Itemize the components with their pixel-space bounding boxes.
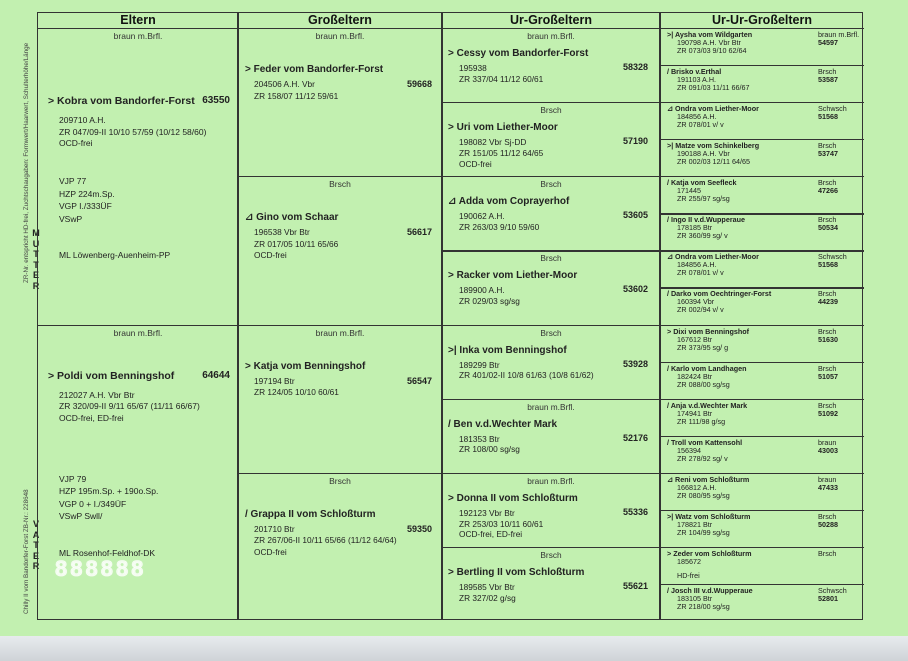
ancestor-entry xyxy=(660,586,864,621)
coat-color: Schwsch xyxy=(818,252,847,262)
column-header: Ur-Ur-Großeltern xyxy=(711,13,812,27)
entry-detail: ZR 078/01 v/ v xyxy=(677,268,724,278)
pedigree-table xyxy=(37,12,863,620)
dog-entry xyxy=(442,473,660,547)
row-divider xyxy=(660,436,864,437)
row-divider xyxy=(660,325,864,326)
performance-result: HZP 224m.Sp. xyxy=(59,188,115,199)
dog-name: >| Inka vom Benningshof xyxy=(448,344,567,356)
registration-number: 59350 xyxy=(406,523,432,534)
coat-color: braun m.Brfl. xyxy=(527,475,575,486)
ancestor-entry xyxy=(660,30,864,65)
coat-color: Brsch xyxy=(818,178,837,188)
coat-color: Brsch xyxy=(540,179,562,190)
ancestor-entry xyxy=(660,327,864,362)
entry-detail: 166812 A.H. xyxy=(677,482,717,492)
column-header: Großeltern xyxy=(308,13,372,27)
coat-color: braun m.Brfl. xyxy=(527,401,575,412)
coat-color: Brsch xyxy=(329,179,351,190)
row-divider xyxy=(660,399,864,400)
registration-number: 55621 xyxy=(622,580,648,591)
ancestor-entry xyxy=(660,252,864,287)
ancestor-entry xyxy=(660,178,864,213)
dog-entry xyxy=(238,325,442,473)
dog-name: > Poldi vom Benningshof xyxy=(48,369,175,382)
registration-number: 50534 xyxy=(818,223,838,233)
row-divider xyxy=(660,584,864,585)
ancestor-entry xyxy=(660,104,864,139)
coat-color: braun m.Brfl. xyxy=(315,31,365,41)
breeder: ML Löwenberg-Auenheim-PP xyxy=(59,250,171,260)
vertical-letter: E xyxy=(32,550,39,561)
entry-detail: 191103 A.H. xyxy=(677,75,717,85)
entry-detail: ZR 080/95 sg/sg xyxy=(677,490,730,500)
breeder: ML Rosenhof-Feldhof-DK xyxy=(59,547,156,558)
performance-result: VJP 79 xyxy=(59,473,87,484)
entry-detail: OCD-frei, ED-frei xyxy=(459,529,523,540)
dog-name: > Bertling II vom Schloßturm xyxy=(448,566,585,578)
dog-entry xyxy=(238,473,442,621)
entry-detail: 189299 Btr xyxy=(459,359,500,370)
ancestor-entry xyxy=(660,475,864,510)
ancestor-entry xyxy=(660,438,864,473)
entry-detail: ZR 029/03 sg/sg xyxy=(459,296,520,307)
coat-color: Brsch xyxy=(540,105,562,116)
dog-name: >| Aysha vom Wildgarten xyxy=(667,30,753,39)
entry-detail: ZR 337/04 11/12 60/61 xyxy=(459,73,544,84)
performance-result: VJP 77 xyxy=(59,176,87,186)
entry-detail: ZR 360/99 sg/ v xyxy=(677,231,728,241)
entry-detail: OCD-frei xyxy=(254,250,287,261)
dog-name: ⊿ Ondra vom Liether-Moor xyxy=(667,252,759,262)
entry-detail: 201710 Btr xyxy=(254,523,295,534)
entry-detail: 212027 A.H. Vbr Btr xyxy=(59,389,135,400)
dog-entry xyxy=(238,28,442,176)
registration-number: 51630 xyxy=(818,334,838,344)
entry-detail: ZR 104/99 sg/sg xyxy=(677,527,730,537)
registration-number: 50288 xyxy=(818,519,838,529)
ancestor-entry xyxy=(660,549,864,584)
entry-detail: 197194 Btr xyxy=(254,375,295,386)
entry-detail: 204506 A.H. Vbr xyxy=(254,79,315,89)
registration-number: 52801 xyxy=(818,593,838,603)
registration-number: 53602 xyxy=(622,284,648,295)
entry-detail: 171445 xyxy=(677,186,701,196)
column-header: Eltern xyxy=(120,13,156,27)
side-note-top: ZR-Nr. entspricht HD-frei, Zuchtschaugaben: Formwert/Haarwert, Schulterhöhe/Länge xyxy=(23,42,30,283)
registration-number: 59668 xyxy=(406,79,432,89)
entry-detail: ZR 320/09-II 9/11 65/67 (11/11 66/67) xyxy=(59,401,200,411)
entry-detail: ZR 267/06-II 10/11 65/66 (11/12 64/64) xyxy=(254,535,397,546)
entry-detail: ZR 253/03 10/11 60/61 xyxy=(459,518,544,529)
dog-name: / Karlo vom Landhagen xyxy=(667,363,747,373)
entry-detail: ZR 002/03 12/11 64/65 xyxy=(677,157,750,167)
entry-detail: ZR 158/07 11/12 59/61 xyxy=(254,90,339,101)
entry-detail: 184856 A.H. xyxy=(677,112,717,122)
dog-name: > Racker vom Liether-Moor xyxy=(448,270,578,282)
row-divider xyxy=(660,250,864,251)
entry-detail: ZR 017/05 10/11 65/66 xyxy=(254,238,339,249)
performance-result: VGP I./333ÜF xyxy=(59,201,112,211)
registration-number: 54597 xyxy=(818,38,838,47)
entry-detail: ZR 255/97 sg/sg xyxy=(677,194,730,204)
dog-name: > Katja vom Benningshof xyxy=(245,360,366,372)
entry-detail: ZR 373/95 sg/ g xyxy=(677,342,729,352)
performance-result: VSwP xyxy=(59,213,83,224)
dog-entry xyxy=(442,102,660,176)
dog-name: / Grappa II vom Schloßturm xyxy=(245,508,376,520)
row-divider xyxy=(660,139,864,140)
registration-number: 52176 xyxy=(622,432,648,443)
registration-number: 56547 xyxy=(406,375,432,386)
coat-color: Brsch xyxy=(540,327,562,338)
coat-color: Brsch xyxy=(540,549,562,560)
row-divider xyxy=(660,473,864,474)
coat-color: Brsch xyxy=(818,511,837,521)
vertical-letter: U xyxy=(32,238,40,249)
registration-number: 53928 xyxy=(622,358,648,369)
dog-name: ⊿ Ondra vom Liether-Moor xyxy=(667,104,759,114)
coat-color: braun m.Brfl. xyxy=(113,327,163,338)
entry-detail: ZR 108/00 sg/sg xyxy=(459,444,520,455)
entry-detail: ZR 151/05 11/12 64/65 xyxy=(459,147,544,158)
entry-detail: 185672 xyxy=(677,556,701,566)
entry-detail: 178821 Btr xyxy=(677,519,713,529)
vertical-letter: T xyxy=(33,540,39,551)
dog-entry xyxy=(442,547,660,621)
performance-result: HZP 195m.Sp. + 190o.Sp. xyxy=(59,486,159,496)
registration-number: 53605 xyxy=(622,210,648,221)
coat-color: braun m.Brfl. xyxy=(113,31,163,41)
entry-detail: 190062 A.H. xyxy=(459,211,505,222)
entry-detail: ZR 111/98 g/sg xyxy=(677,416,726,426)
vertical-letter: T xyxy=(33,249,39,260)
registration-number: 43003 xyxy=(818,445,838,455)
entry-detail: ZR 327/02 g/sg xyxy=(459,592,516,603)
dog-entry xyxy=(442,28,660,102)
registration-number: 47266 xyxy=(818,186,838,196)
coat-color: Brsch xyxy=(818,548,837,558)
dog-name: > Zeder vom Schloßturm xyxy=(667,548,752,558)
dog-name: > Dixi vom Benningshof xyxy=(667,326,750,336)
entry-detail: ZR 091/03 11/11 66/67 xyxy=(677,83,750,93)
vertical-letter: A xyxy=(32,529,40,540)
ancestor-entry xyxy=(660,364,864,399)
performance-result: VSwP Swll/ xyxy=(59,511,103,521)
coat-color: Brsch xyxy=(818,363,837,373)
entry-detail: 196538 Vbr Btr xyxy=(254,227,310,238)
entry-detail: 174941 Btr xyxy=(677,408,713,418)
row-divider xyxy=(660,102,864,103)
dog-name: / Anja v.d.Wechter Mark xyxy=(667,400,748,410)
coat-color: Schwsch xyxy=(818,585,847,595)
coat-color: braun m.Brfl. xyxy=(527,31,575,41)
row-divider xyxy=(660,547,864,548)
entry-detail: ZR 278/92 sg/ v xyxy=(677,453,728,463)
dog-entry xyxy=(442,176,660,250)
entry-detail: 209710 A.H. xyxy=(59,115,106,125)
dog-name: ⊿ Adda vom Coprayerhof xyxy=(448,196,570,208)
dog-name: > Donna II vom Schloßturm xyxy=(448,492,578,504)
dog-name: >| Watz vom Schloßturm xyxy=(667,511,751,521)
coat-color: Brsch xyxy=(818,141,837,151)
entry-detail: OCD-frei xyxy=(459,158,492,169)
vertical-letter: R xyxy=(32,561,40,572)
dog-name: > Feder vom Bandorfer-Forst xyxy=(245,64,384,75)
ancestor-entry xyxy=(660,512,864,547)
row-divider xyxy=(660,287,864,288)
coat-color: braun m.Brfl. xyxy=(818,30,860,39)
coat-color: braun xyxy=(818,474,837,484)
dog-entry xyxy=(38,28,238,325)
registration-number: 51568 xyxy=(818,112,838,122)
registration-number: 51057 xyxy=(818,371,838,381)
performance-result: VGP 0 + I./349ÜF xyxy=(59,498,127,509)
registration-number: 56617 xyxy=(406,227,432,238)
dog-name: > Uri vom Liether-Moor xyxy=(448,122,558,134)
entry-detail: 190798 A.H. Vbr Btr xyxy=(677,38,741,47)
registration-number: 51092 xyxy=(818,408,838,418)
dog-name: / Brisko v.Erthal xyxy=(667,67,722,77)
coat-color: Schwsch xyxy=(818,104,847,114)
row-divider xyxy=(660,176,864,177)
entry-detail: ZR 002/94 v/ v xyxy=(677,305,724,315)
entry-detail: OCD-frei xyxy=(254,546,287,557)
registration-number: 63550 xyxy=(202,95,230,106)
entry-detail: 184856 A.H. xyxy=(677,260,717,270)
registration-number: 57190 xyxy=(622,136,648,147)
dog-entry xyxy=(442,325,660,399)
vertical-letter: R xyxy=(32,281,40,291)
registration-number: 64644 xyxy=(202,369,230,381)
row-divider xyxy=(660,510,864,511)
entry-detail: OCD-frei, ED-frei xyxy=(59,412,124,423)
dog-name: / Josch III v.d.Wupperaue xyxy=(667,585,753,595)
coat-color: Brsch xyxy=(329,475,351,486)
row-divider xyxy=(660,213,864,214)
dog-name: > Cessy vom Bandorfer-Forst xyxy=(448,48,589,59)
dog-name: > Kobra vom Bandorfer-Forst xyxy=(48,95,195,107)
vertical-letter: V xyxy=(32,519,39,529)
dog-entry xyxy=(238,176,442,324)
entry-detail: OCD-frei xyxy=(59,138,93,148)
registration-number: 51568 xyxy=(818,260,838,270)
vertical-letter: T xyxy=(33,259,39,270)
registration-number: 47433 xyxy=(818,482,838,492)
faded-stamp: 888888 xyxy=(55,556,147,581)
ancestor-entry xyxy=(660,289,864,324)
entry-detail: 192123 Vbr Btr xyxy=(459,507,515,518)
dog-name: / Ingo II v.d.Wupperaue xyxy=(667,215,746,225)
coat-color: Brsch xyxy=(818,326,837,336)
registration-number: 58328 xyxy=(622,62,648,72)
ancestor-entry xyxy=(660,141,864,176)
dog-name: / Katja vom Seefleck xyxy=(667,178,737,188)
entry-detail: 181353 Btr xyxy=(459,433,500,444)
registration-number: 55336 xyxy=(622,506,648,517)
coat-color: braun xyxy=(818,437,837,447)
coat-color: Brsch xyxy=(818,289,837,299)
row-divider xyxy=(660,65,864,66)
registration-number: 44239 xyxy=(818,297,838,307)
entry-detail: ZR 047/09-II 10/10 57/59 (10/12 58/60) xyxy=(59,126,207,137)
entry-detail: 189900 A.H. xyxy=(459,285,505,296)
dog-name: ⊿ Reni vom Schloßturm xyxy=(667,474,750,484)
entry-detail: 195938 xyxy=(459,63,487,73)
entry-detail: 167612 Btr xyxy=(677,334,713,344)
entry-detail: ZR 088/00 sg/sg xyxy=(677,379,730,389)
dog-name: >| Matze vom Schinkelberg xyxy=(667,141,760,151)
dog-name: / Darko vom Oechtringer-Forst xyxy=(667,289,772,299)
entry-detail: 190188 A.H. Vbr xyxy=(677,149,730,159)
entry-detail: 160394 Vbr xyxy=(677,297,715,307)
coat-color: braun m.Brfl. xyxy=(315,327,365,338)
coat-color: Brsch xyxy=(540,253,562,264)
vertical-letter: M xyxy=(32,228,40,238)
ancestor-entry xyxy=(660,67,864,102)
entry-detail: 182424 Btr xyxy=(677,371,713,381)
registration-number: 53747 xyxy=(818,149,838,159)
dog-name: ⊿ Gino vom Schaar xyxy=(245,212,339,224)
coat-color: Brsch xyxy=(818,215,837,225)
dog-name: / Troll vom Kattensohl xyxy=(667,437,743,447)
coat-color: Brsch xyxy=(818,400,837,410)
entry-detail: ZR 124/05 10/10 60/61 xyxy=(254,387,339,397)
ancestor-entry xyxy=(660,401,864,436)
row-divider xyxy=(660,362,864,363)
entry-detail: HD-frei xyxy=(677,570,700,580)
dog-entry xyxy=(442,250,660,324)
coat-color: Brsch xyxy=(818,67,837,77)
entry-detail: ZR 401/02-II 10/8 61/63 (10/8 61/62) xyxy=(459,370,594,381)
vertical-letter: E xyxy=(32,270,39,281)
entry-detail: ZR 073/03 9/10 62/64 xyxy=(677,46,747,55)
entry-detail: ZR 078/01 v/ v xyxy=(677,120,724,130)
entry-detail: ZR 263/03 9/10 59/60 xyxy=(459,222,540,233)
entry-detail: 198082 Vbr Sj-DD xyxy=(459,137,527,148)
entry-detail: 156394 xyxy=(677,445,701,455)
dog-entry xyxy=(442,399,660,473)
registration-number: 53587 xyxy=(818,75,838,85)
entry-detail: 189585 Vbr Btr xyxy=(459,581,515,592)
dog-name: / Ben v.d.Wechter Mark xyxy=(448,418,558,430)
column-header: Ur-Großeltern xyxy=(510,13,592,27)
entry-detail: 183105 Btr xyxy=(677,593,713,603)
side-note-bottom: Chilly II vom Bandorfer-Forst ZB-Nr.: 228648 xyxy=(23,489,30,614)
entry-detail: ZR 218/00 sg/sg xyxy=(677,601,730,611)
entry-detail: 178185 Btr xyxy=(677,223,713,233)
scanner-strip xyxy=(0,636,908,661)
ancestor-entry xyxy=(660,215,864,250)
